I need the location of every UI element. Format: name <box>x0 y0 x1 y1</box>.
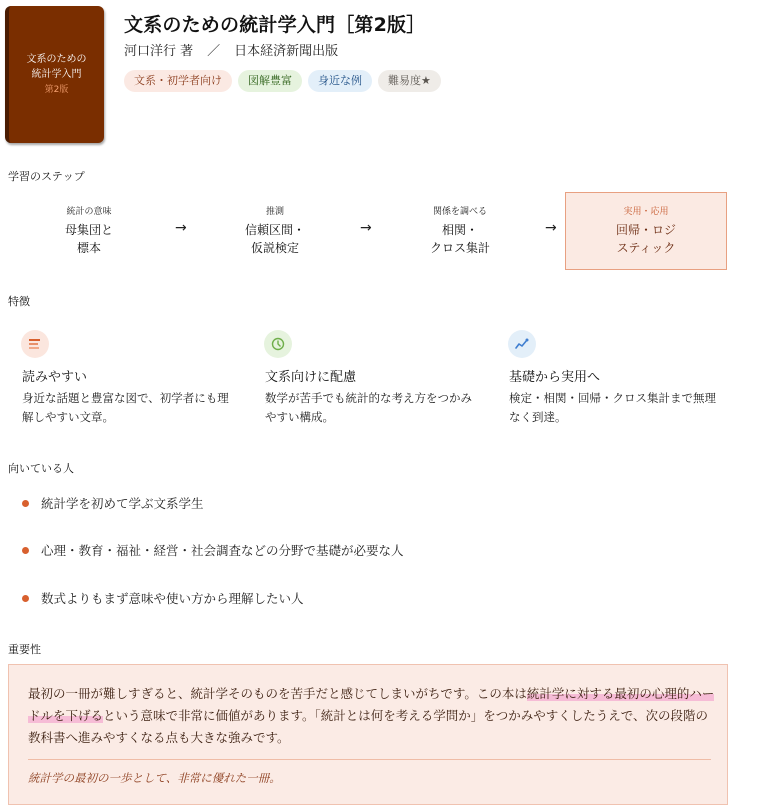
tag-illustrated: 図解豊富 <box>238 70 302 92</box>
cover-title-line2: 統計学入門 <box>31 68 82 80</box>
book-byline <box>124 40 338 59</box>
learning-steps <box>8 192 728 270</box>
highlighted-phrase: 統計学に対する最初の心理的ハードルを下げる <box>28 686 715 723</box>
importance-box <box>8 664 728 805</box>
step-sub: 実用・応用 <box>623 207 669 217</box>
importance-text-before: 最初の一冊が難しすぎると、統計学そのものを苦手だと感じてしまいがちです。この本は <box>28 686 527 701</box>
arrow-right-icon: → <box>175 220 187 236</box>
importance-quote: 統計学の最初の一歩として、非常に優れた一冊。 <box>28 771 281 785</box>
feature-desc: 数学が苦手でも統計的な考え方をつかみやすい構成。 <box>265 391 472 424</box>
tag-list <box>124 70 441 92</box>
list-item <box>22 589 304 607</box>
feature-desc: 検定・相関・回帰・クロス集計まで無理なく到達。 <box>509 391 716 424</box>
step-main-line2: 標本 <box>76 241 101 255</box>
step-main-line1: 信頼区間・ <box>244 223 305 237</box>
list-item-text: 心理・教育・福祉・経営・社会調査などの分野で基礎が必要な人 <box>41 543 404 558</box>
step-sub: 推測 <box>265 207 284 217</box>
tag-beginner: 文系・初学者向け <box>124 70 232 92</box>
bullet-icon <box>22 547 29 554</box>
clock-icon <box>264 330 292 358</box>
list-item-text: 統計学を初めて学ぶ文系学生 <box>41 496 204 511</box>
book-title: 文系のための統計学入門［第2版］ <box>124 14 426 36</box>
step-main-line1: 相関・ <box>441 223 478 237</box>
importance-text-after: という意味で非常に価値があります。「統計とは何を考える学問か」をつかみやすくしたうえで、次の段階の教科書へ進みやすくなる点も大きな強みです。 <box>28 708 709 745</box>
step-4-active <box>565 192 727 270</box>
cover-title-line1: 文系のための <box>26 53 87 65</box>
list-item <box>22 541 404 559</box>
features-heading: 特徴 <box>8 295 30 308</box>
list-item <box>22 494 204 512</box>
byline-separator: ／ <box>207 44 221 59</box>
book-cover <box>5 6 104 143</box>
text-lines-icon <box>21 330 49 358</box>
arrow-right-icon: → <box>360 220 372 236</box>
step-3 <box>379 192 541 270</box>
step-main-line1: 回帰・ロジ <box>615 223 676 237</box>
importance-text <box>28 683 718 749</box>
step-main-line2: スティック <box>616 241 676 255</box>
step-main-line1: 母集団と <box>64 223 113 237</box>
step-main-line2: クロス集計 <box>429 241 490 255</box>
cover-edition: 第2版 <box>44 84 69 95</box>
arrow-right-icon: → <box>545 220 557 236</box>
step-sub: 統計の意味 <box>66 207 112 217</box>
steps-heading: 学習のステップ <box>8 170 85 183</box>
feature-title: 文系向けに配慮 <box>265 370 357 385</box>
step-main-line2: 仮説検定 <box>250 241 299 255</box>
trend-line-icon <box>508 330 536 358</box>
bullet-icon <box>22 500 29 507</box>
bullet-icon <box>22 595 29 602</box>
list-item-text: 数式よりもまず意味や使い方から理解したい人 <box>41 591 304 606</box>
feature-desc: 身近な話題と豊富な図で、初学者にも理解しやすい文章。 <box>22 391 229 424</box>
importance-heading: 重要性 <box>8 643 41 656</box>
divider <box>28 759 711 760</box>
step-1 <box>8 192 170 270</box>
step-sub: 関係を調べる <box>432 207 487 217</box>
audience-heading: 向いている人 <box>8 462 74 475</box>
tag-difficulty: 難易度★ <box>378 70 441 92</box>
book-header <box>0 0 757 160</box>
tag-familiar-examples: 身近な例 <box>308 70 372 92</box>
feature-humanities <box>251 330 481 427</box>
publisher: 日本経済新聞出版 <box>234 44 339 59</box>
feature-title: 読みやすい <box>22 370 88 385</box>
step-2 <box>194 192 356 270</box>
feature-title: 基礎から実用へ <box>509 370 601 385</box>
feature-practical <box>495 330 725 427</box>
author: 河口洋行 著 <box>124 44 194 59</box>
feature-readable <box>8 330 238 427</box>
feature-list <box>8 330 748 430</box>
